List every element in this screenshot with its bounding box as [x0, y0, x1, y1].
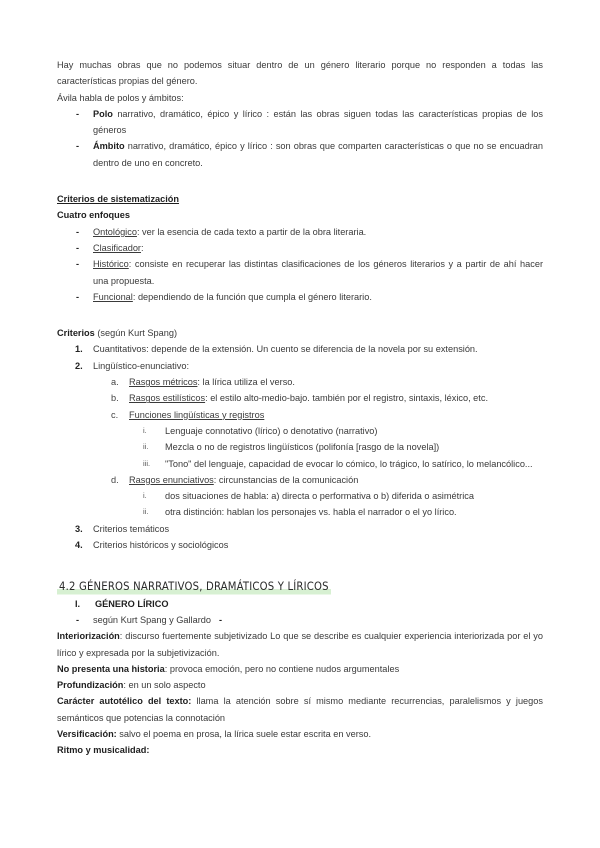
list-item: [57, 341, 543, 357]
list-roman: iii.: [143, 458, 151, 468]
list-roman: i.: [143, 491, 147, 501]
term: Ritmo y musicalidad:: [57, 745, 150, 756]
heading-text: GÉNERO LÍRICO: [95, 598, 169, 609]
genero-lirico-heading: [57, 596, 543, 612]
list-item: [57, 256, 543, 289]
list-item: [93, 407, 543, 472]
term: Polo: [93, 108, 113, 119]
list-number: 2.: [75, 360, 83, 371]
term: Profundización: [57, 680, 124, 691]
list-item: [129, 504, 543, 520]
item-text: :: [141, 242, 144, 253]
item-text: narrativo, dramático, épico y lírico : están las obras siguen todas las características propias de los géneros: [93, 108, 543, 136]
item-text: llama la atención sobre sí mismo mediante recurrencias, paralelismos y juegos semánticos que potencias la connotación: [57, 696, 543, 723]
roman-list: [93, 488, 543, 521]
list-item: [57, 521, 543, 537]
list-roman: ii.: [143, 442, 149, 452]
paragraph: [57, 661, 543, 677]
term: Ámbito: [93, 141, 125, 152]
heading-rest: (según Kurt Spang): [94, 328, 178, 339]
term: Clasificador: [93, 242, 141, 253]
list-item: [57, 240, 543, 256]
term: Funcional: [93, 291, 133, 302]
paragraph: [57, 742, 543, 758]
paragraph: [57, 726, 543, 742]
list-letter: b.: [111, 393, 119, 404]
item-text: Criterios históricos y sociológicos: [93, 540, 229, 551]
sub-list: [57, 374, 543, 521]
item-text: Lenguaje connotativo (lírico) o denotativo (narrativo): [165, 425, 378, 436]
list-letter: c.: [111, 409, 119, 420]
list-number: 1.: [75, 344, 83, 355]
term: Ontológico: [93, 226, 137, 237]
item-text: : ver la esencia de cada texto a partir de la obra literaria.: [136, 226, 367, 237]
intro-paragraph: Hay muchas obras que no podemos situar dentro de un género literario porque no responden a todas las características propias del género.: [57, 60, 543, 87]
intro-avila-line: Ávila habla de polos y ámbitos:: [57, 92, 184, 103]
item-text: : dependiendo de la función que cumpla el género literario.: [132, 291, 372, 302]
criterios-spang-heading: [57, 325, 543, 341]
paragraph: [57, 677, 543, 693]
term: Rasgos enunciativos: [129, 474, 214, 485]
item-text: : discurso fuertemente subjetivizado Lo que se describe es cualquier experiencia interiorizada por el yo lírico y expresada por la subjetivización.: [57, 631, 543, 658]
list-item: [93, 374, 543, 390]
list-item: [93, 472, 543, 521]
term: No presenta una historia: [57, 663, 165, 674]
item-text: Lingüístico-enunciativo:: [93, 360, 190, 371]
list-number: 3.: [75, 523, 83, 534]
polos-list: [57, 106, 543, 171]
list-item: [57, 358, 543, 521]
criterios-sistematizacion-heading: Criterios de sistematización: [57, 194, 180, 205]
criterios-numbered-list: [57, 341, 543, 553]
roman-list: [93, 423, 543, 472]
list-item: [57, 289, 543, 305]
term: Versificación:: [57, 728, 117, 739]
item-text: : consiste en recuperar las distintas clasificaciones de los géneros literarios y a partir de ahí hacer una propuesta.: [93, 259, 543, 286]
list-letter: a.: [111, 377, 119, 388]
item-text: : circunstancias de la comunicación: [213, 474, 359, 485]
item-text: Mezcla o no de registros lingüísticos (polifonía [rasgo de la novela]): [165, 442, 440, 453]
item-text: según Kurt Spang y Gallardo: [93, 614, 211, 625]
list-item: [93, 390, 543, 406]
list-item: [57, 138, 543, 171]
term: Histórico: [93, 259, 129, 270]
list-item: [57, 106, 543, 139]
list-item: [129, 456, 543, 472]
item-text: : en un solo aspecto: [123, 680, 206, 691]
paragraph: [57, 693, 543, 726]
enfoques-list: [57, 224, 543, 305]
item-text: : el estilo alto-medio-bajo. también por el registro, sintaxis, léxico, etc.: [205, 393, 488, 404]
list-number: 4.: [75, 540, 83, 551]
term: Rasgos estilísticos: [129, 393, 206, 404]
cuatro-enfoques-heading: Cuatro enfoques: [57, 210, 130, 221]
term: Interiorización: [57, 631, 120, 642]
item-text: : provoca emoción, pero no contiene nudos argumentales: [164, 663, 400, 674]
paragraph: [57, 628, 543, 661]
term: Rasgos métricos: [129, 377, 198, 388]
item-text: : la lírica utiliza el verso.: [197, 377, 295, 388]
item-text: "Tono" del lenguaje, capacidad de evocar lo cómico, lo trágico, lo satírico, lo melancólico...: [165, 458, 533, 469]
list-item: [129, 488, 543, 504]
section-title: 4.2 GÉNEROS NARRATIVOS, DRAMÁTICOS Y LÍRICOS: [57, 579, 331, 595]
item-text: salvo el poema en prosa, la lírica suele estar escrita en verso.: [116, 728, 372, 739]
list-item: [57, 537, 543, 553]
term: Carácter autotélico del texto:: [57, 696, 192, 707]
source-list: [57, 612, 543, 628]
term: Funciones lingüísticas y registros: [129, 409, 265, 420]
item-text: Cuantitativos: depende de la extensión. Un cuento se diferencia de la novela por su extensión.: [93, 344, 478, 355]
item-text: dos situaciones de habla: a) directa o performativa o b) diferida o asimétrica: [165, 491, 474, 502]
item-text: Criterios temáticos: [93, 523, 170, 534]
item-text: narrativo, dramático, épico y lírico : son obras que comparten características o que no se encuadran dentro de uno en concreto.: [93, 141, 543, 168]
list-letter: d.: [111, 474, 119, 485]
trailing-dash: -: [218, 614, 223, 625]
roman-number: I.: [75, 598, 81, 609]
list-item: [129, 439, 543, 455]
list-item: [129, 423, 543, 439]
list-item: [57, 612, 543, 628]
list-roman: i.: [143, 425, 147, 435]
item-text: otra distinción: hablan los personajes vs. habla el narrador o el yo lírico.: [165, 507, 457, 518]
list-roman: ii.: [143, 507, 149, 517]
term: Criterios: [57, 328, 95, 339]
list-item: [57, 224, 543, 240]
